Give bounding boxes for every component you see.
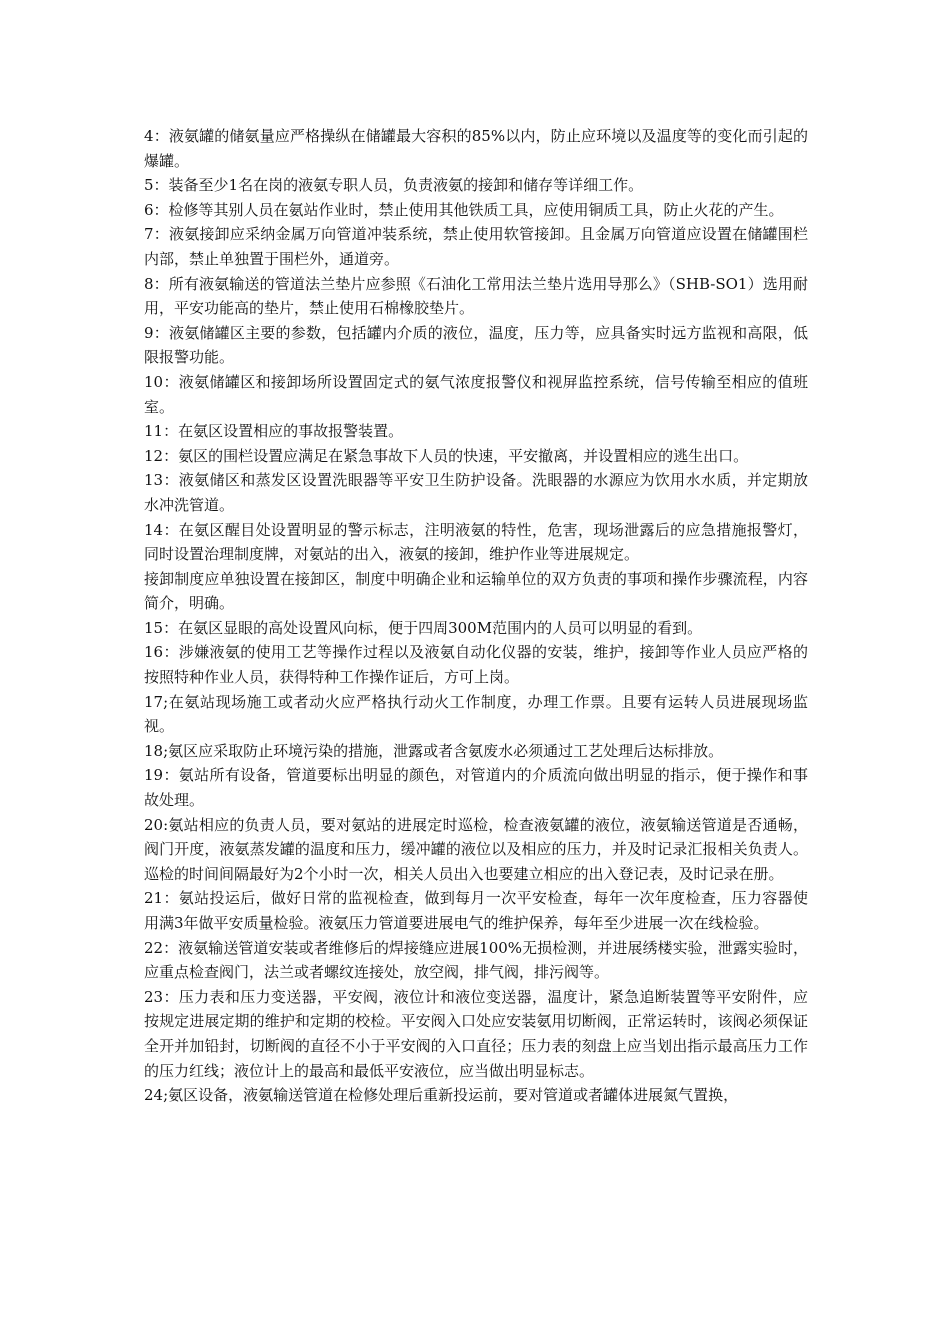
paragraph-item-16: 16：涉嫌液氨的使用工艺等操作过程以及液氨自动化仪器的安装，维护，接卸等作业人员应严格的按照特种作业人员，获得特种工作操作证后，方可上岗。: [144, 643, 808, 687]
paragraph-item-23: 23：压力表和压力变送器，平安阀，液位计和液位变送器，温度计，紧急追断装置等平安附件，应按规定进展定期的维护和定期的校检。平安阀入口处应安装氨用切断阀，正常运转时，该阀必须保证全开并加铅封，切断阀的直径不小于平安阀的入口直径；压力表的刻盘上应当划出指示最高压力工作的压力红线；液位计上的最高和最低平安液位，应当做出明显标志。: [144, 987, 808, 1080]
paragraph-item-15: 15：在氨区显眼的高处设置风向标，便于四周300M范围内的人员可以明显的看到。: [144, 618, 703, 637]
paragraph-item-14: 14：在氨区醒目处设置明显的警示标志，注明液氨的特性，危害，现场泄露后的应急措施报警灯，同时设置治理制度牌，对氨站的出入，液氨的接卸，维护作业等进展规定。: [144, 520, 808, 564]
paragraph-item-17: 17;在氨站现场施工或者动火应严格执行动火工作制度，办理工作票。且要有运转人员进展现场监视。: [144, 692, 808, 736]
paragraph-item-9: 9：液氨储罐区主要的参数，包括罐内介质的液位，温度，压力等，应具备实时远方监视和高限，低限报警功能。: [144, 323, 808, 367]
document-body: [144, 124, 808, 1108]
paragraph-item-13: 13：液氨储区和蒸发区设置洗眼器等平安卫生防护设备。洗眼器的水源应为饮用水水质，并定期放水冲洗管道。: [144, 471, 808, 514]
paragraph-item-5: 5：装备至少1名在岗的液氨专职人员，负责液氨的接卸和储存等详细工作。: [144, 176, 644, 195]
paragraph-item-6: 6：检修等其别人员在氨站作业时，禁止使用其他铁质工具，应使用铜质工具，防止火花的产生。: [144, 200, 784, 219]
paragraph-item-8: 8：所有液氨输送的管道法兰垫片应参照《石油化工常用法兰垫片选用导那么》（SHB-SO1）选用耐用，平安功能高的垫片，禁止使用石棉橡胶垫片。: [144, 274, 808, 318]
paragraph-item-7: 7：液氨接卸应采纳金属万向管道冲装系统，禁止使用软管接卸。且金属万向管道应设置在储罐围栏内部，禁止单独置于围栏外，通道旁。: [144, 225, 808, 268]
paragraph-item-20: 20:氨站相应的负责人员，要对氨站的进展定时巡检，检查液氨罐的液位，液氨输送管道是否通畅，阀门开度，液氨蒸发罐的温度和压力，缓冲罐的液位以及相应的压力，并及时记录汇报相关负责人。巡检的时间间隔最好为2个小时一次，相关人员出入也要建立相应的出入登记表，及时记录在册。: [144, 815, 808, 883]
paragraph-item-22: 22：液氨输送管道安装或者维修后的焊接缝应进展100%无损检测，并进展绣楼实验，泄露实验时，应重点检查阀门，法兰或者螺纹连接处，放空阀，排气阀，排污阀等。: [144, 938, 808, 982]
paragraph-item-24: 24;氨区设备，液氨输送管道在检修处理后重新投运前，要对管道或者罐体进展氮气置换，: [144, 1086, 739, 1105]
paragraph-item-19: 19：氨站所有设备，管道要标出明显的颜色，对管道内的介质流向做出明显的指示，便于操作和事故处理。: [144, 766, 808, 810]
paragraph-item-11: 11：在氨区设置相应的事故报警装置。: [144, 422, 404, 441]
paragraph-item-4: 4：液氨罐的储氨量应严格操纵在储罐最大容积的85%以内，防止应环境以及温度等的变化而引起的爆罐。: [144, 127, 808, 170]
paragraph-item-21: 21：氨站投运后，做好日常的监视检查，做到每月一次平安检查，每年一次年度检查，压力容器使用满3年做平安质量检验。液氨压力管道要进展电气的维护保养，每年至少进展一次在线检验。: [144, 889, 808, 932]
paragraph-item-18: 18;氨区应采取防止环境污染的措施，泄露或者含氨废水必须通过工艺处理后达标排放。: [144, 741, 724, 760]
paragraph-item-10: 10：液氨储罐区和接卸场所设置固定式的氨气浓度报警仪和视屏监控系统，信号传输至相应的值班室。: [144, 372, 808, 416]
paragraph-item-14-continued: 接卸制度应单独设置在接卸区，制度中明确企业和运输单位的双方负责的事项和操作步骤流程，内容简介，明确。: [144, 569, 808, 613]
paragraph-item-12: 12：氨区的围栏设置应满足在紧急事故下人员的快速，平安撤离，并设置相应的逃生出口。: [144, 446, 749, 465]
